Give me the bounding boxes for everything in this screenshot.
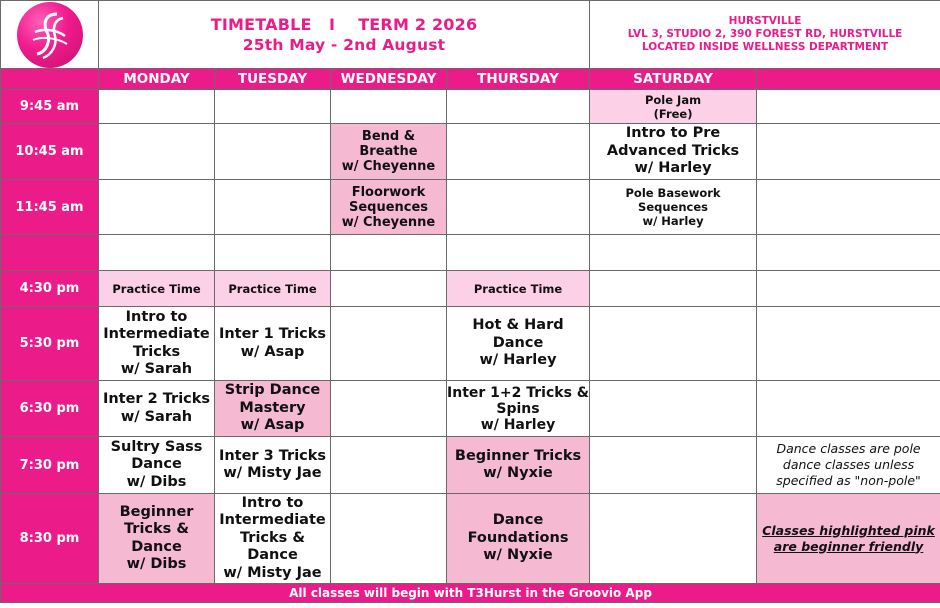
- day-tuesday: TUESDAY: [215, 69, 331, 90]
- class-line: Practice Time: [228, 281, 317, 296]
- location-suburb: HURSTVILLE: [728, 15, 802, 27]
- class-line: w/ Harley: [642, 214, 704, 228]
- empty-cell: [447, 235, 590, 271]
- class-line: w/ Sarah: [120, 408, 193, 425]
- empty-cell: [331, 235, 447, 271]
- class-intro-pre-advanced: [590, 124, 757, 180]
- class-strip-dance-mastery: [215, 381, 331, 437]
- note-beginner-friendly: [757, 494, 940, 584]
- empty-cell: [590, 307, 757, 381]
- day-monday: MONDAY: [99, 69, 215, 90]
- class-line: Hot & Hard: [472, 317, 564, 334]
- class-line: w/ Nyxie: [483, 547, 553, 564]
- empty-cell: [99, 180, 215, 235]
- row-630: [1, 381, 940, 437]
- time-label: 5:30 pm: [1, 307, 99, 381]
- empty-cell: [757, 90, 940, 124]
- empty-cell: [590, 494, 757, 584]
- class-line: Strip Dance: [224, 382, 321, 399]
- class-line: Beginner: [119, 503, 194, 520]
- class-practice-time: [99, 271, 215, 307]
- class-line: Inter 2 Tricks: [102, 391, 211, 407]
- empty-cell: [447, 180, 590, 235]
- note-line: are beginner friendly: [773, 538, 924, 554]
- empty-cell: [447, 124, 590, 180]
- class-line: w/ Misty Jae: [223, 465, 322, 481]
- time-label: 6:30 pm: [1, 381, 99, 437]
- empty-cell: [215, 235, 331, 271]
- class-line: Dance: [131, 456, 182, 473]
- class-line: w/ Cheyenne: [341, 159, 436, 174]
- class-inter-1-tricks: [215, 307, 331, 381]
- class-line: w/ Harley: [634, 160, 712, 177]
- class-intro-intermediate-tricks-dance: [215, 494, 331, 584]
- empty-cell: [590, 235, 757, 271]
- class-line: Sultry Sass: [110, 438, 203, 455]
- time-label: [1, 235, 99, 271]
- class-line: Sequences: [638, 200, 708, 214]
- class-line: w/ Asap: [240, 343, 305, 360]
- note-pole-dance: [757, 437, 940, 494]
- empty-cell: [757, 271, 940, 307]
- class-line: Breathe: [359, 144, 418, 159]
- class-line: w/ Dibs: [126, 473, 187, 490]
- class-practice-time: [447, 271, 590, 307]
- class-dance-foundations: [447, 494, 590, 584]
- class-pole-basework: [590, 180, 757, 235]
- empty-cell: [757, 235, 940, 271]
- class-line: Advanced Tricks: [606, 142, 740, 159]
- class-beginner-tricks-dance: [99, 494, 215, 584]
- row-1045: [1, 124, 940, 180]
- location-address: LVL 3, STUDIO 2, 390 FOREST RD, HURSTVILLE: [627, 28, 903, 40]
- class-bend-breathe: [331, 124, 447, 180]
- class-line: Spins: [496, 400, 540, 417]
- class-line: Beginner Tricks: [454, 447, 582, 464]
- corner-cell: [1, 69, 99, 90]
- empty-cell: [590, 271, 757, 307]
- time-label: 10:45 am: [1, 124, 99, 180]
- empty-cell: [757, 124, 940, 180]
- row-945: [1, 90, 940, 124]
- empty-cell: [331, 437, 447, 494]
- class-line: Tricks &: [240, 529, 305, 546]
- empty-cell: [331, 90, 447, 124]
- class-line: Sequences: [348, 199, 429, 215]
- row-430: [1, 271, 940, 307]
- class-line: w/ Sarah: [120, 361, 193, 377]
- footer-row: [1, 584, 940, 603]
- class-line: Inter 1+2 Tricks &: [447, 384, 589, 401]
- time-label: 4:30 pm: [1, 271, 99, 307]
- class-line: Intro to Pre: [625, 125, 721, 142]
- class-beginner-tricks: [447, 437, 590, 494]
- row-spacer: [1, 235, 940, 271]
- row-1145: [1, 180, 940, 235]
- class-line: Foundations: [467, 529, 569, 546]
- note-line: Dance classes are pole: [776, 441, 921, 456]
- class-line: Dance: [247, 547, 298, 564]
- day-thursday: THURSDAY: [447, 69, 590, 90]
- time-label: 11:45 am: [1, 180, 99, 235]
- class-line: Mastery: [239, 399, 306, 416]
- empty-cell: [331, 381, 447, 437]
- row-830: [1, 494, 940, 584]
- title-block: [99, 1, 590, 69]
- empty-cell: [99, 124, 215, 180]
- class-line: w/ Misty Jae: [223, 564, 322, 581]
- location-note: LOCATED INSIDE WELLNESS DEPARTMENT: [641, 41, 889, 53]
- class-line: Dance: [492, 334, 544, 351]
- class-line: w/ Dibs: [126, 556, 187, 572]
- class-hot-hard-dance: [447, 307, 590, 381]
- empty-cell: [215, 180, 331, 235]
- empty-cell: [331, 307, 447, 381]
- empty-cell: [99, 90, 215, 124]
- class-line: Bend &: [361, 129, 416, 144]
- class-line: Pole Jam: [644, 92, 702, 107]
- logo-cell: [1, 1, 99, 69]
- empty-cell: [590, 381, 757, 437]
- class-line: Practice Time: [112, 281, 201, 296]
- swirl-logo-icon: [17, 2, 83, 68]
- row-530: [1, 307, 940, 381]
- class-line: Dance: [492, 512, 544, 529]
- class-line: Pole Basework: [625, 186, 721, 200]
- class-line: Intro to: [241, 494, 304, 511]
- class-line: w/ Asap: [240, 417, 305, 434]
- empty-cell: [215, 90, 331, 124]
- class-inter-2-tricks: [99, 381, 215, 437]
- class-line: w/ Harley: [479, 352, 557, 369]
- day-extra: [757, 69, 940, 90]
- class-line: w/ Nyxie: [483, 465, 553, 481]
- day-saturday: SATURDAY: [590, 69, 757, 90]
- empty-cell: [757, 381, 940, 437]
- title-dates: 25th May - 2nd August: [242, 35, 446, 54]
- class-practice-time: [215, 271, 331, 307]
- class-floorwork-sequences: [331, 180, 447, 235]
- empty-cell: [99, 235, 215, 271]
- footer-text: All classes will begin with T3Hurst in the Groovio App: [1, 584, 940, 603]
- class-line: Inter 3 Tricks: [218, 447, 327, 464]
- note-line: specified as "non-pole": [776, 473, 921, 488]
- class-sultry-sass-dance: [99, 437, 215, 494]
- time-label: 9:45 am: [1, 90, 99, 124]
- class-line: Inter 1 Tricks: [218, 326, 327, 342]
- time-label: 7:30 pm: [1, 437, 99, 494]
- empty-cell: [757, 307, 940, 381]
- location-block: [590, 1, 940, 69]
- class-line: Intermediate: [219, 512, 326, 529]
- class-inter-3-tricks: [215, 437, 331, 494]
- class-intro-intermediate-tricks: [99, 307, 215, 381]
- empty-cell: [757, 180, 940, 235]
- class-line: Dance: [131, 538, 182, 555]
- title-term: TIMETABLE I TERM 2 2026: [210, 14, 478, 34]
- class-line: Practice Time: [473, 281, 563, 296]
- empty-cell: [447, 90, 590, 124]
- day-wednesday: WEDNESDAY: [331, 69, 447, 90]
- note-line: dance classes unless: [782, 457, 915, 472]
- empty-cell: [590, 437, 757, 494]
- class-line: (Free): [653, 106, 693, 121]
- empty-cell: [331, 494, 447, 584]
- class-line: Intro to: [125, 308, 188, 325]
- class-line: Tricks: [132, 343, 181, 360]
- class-line: w/ Harley: [480, 416, 556, 433]
- time-label: 8:30 pm: [1, 494, 99, 584]
- day-header-row: [1, 69, 940, 90]
- class-line: Floorwork: [351, 184, 426, 200]
- row-730: [1, 437, 940, 494]
- class-line: Tricks &: [124, 521, 189, 537]
- empty-cell: [215, 124, 331, 180]
- class-line: Intermediate: [103, 326, 210, 342]
- empty-cell: [331, 271, 447, 307]
- class-pole-jam: [590, 90, 757, 124]
- class-line: w/ Cheyenne: [341, 214, 436, 230]
- class-inter-12-tricks-spins: [447, 381, 590, 437]
- note-line: Classes highlighted pink: [762, 522, 935, 538]
